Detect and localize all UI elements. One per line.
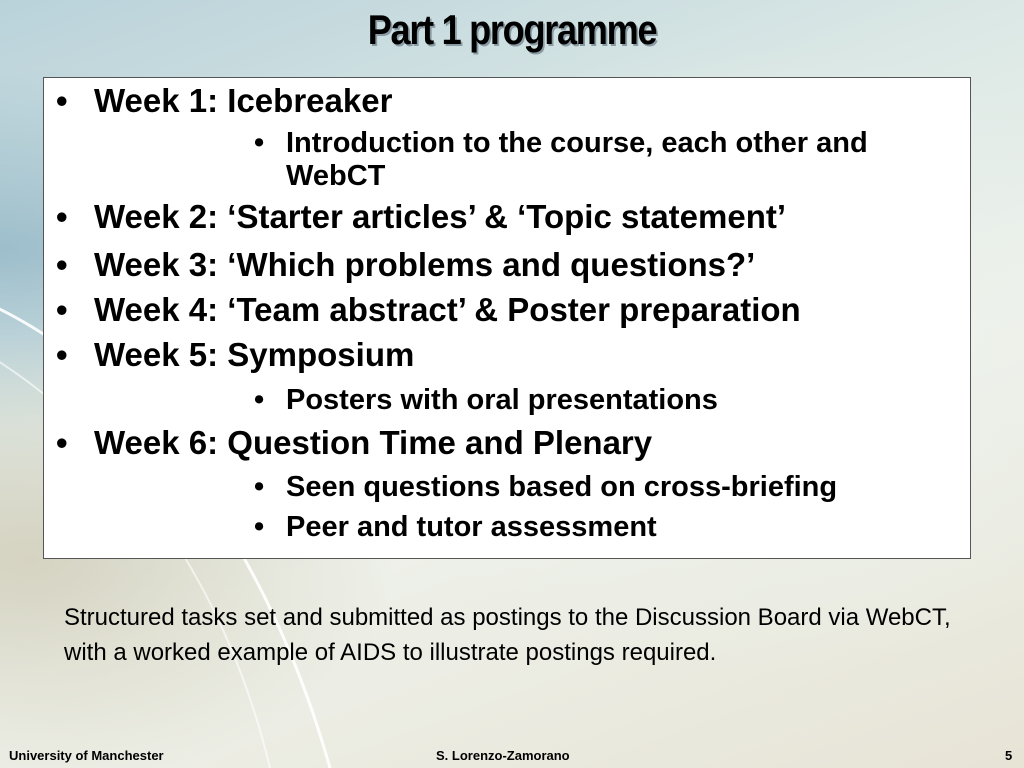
week-5-subitem bbox=[254, 384, 934, 417]
week-1-subitem bbox=[254, 127, 934, 193]
bullet: • bbox=[56, 424, 68, 461]
week-5-label: Week 5: Symposium bbox=[94, 336, 415, 373]
week-1-sub-label: Introduction to the course, each other and WebCT bbox=[286, 127, 868, 192]
week-2-label: Week 2: ‘Starter articles’ & ‘Topic statement’ bbox=[94, 198, 787, 235]
week-3-label: Week 3: ‘Which problems and questions?’ bbox=[94, 246, 756, 283]
bullet: • bbox=[56, 336, 68, 373]
bullet: • bbox=[56, 246, 68, 283]
footer-author: S. Lorenzo-Zamorano bbox=[436, 748, 570, 763]
bullet: • bbox=[254, 511, 265, 543]
week-5-sub-label: Posters with oral presentations bbox=[286, 384, 718, 416]
footer-page-number: 5 bbox=[1005, 748, 1013, 763]
week-6-label: Week 6: Question Time and Plenary bbox=[94, 424, 653, 461]
footer-institution: University of Manchester bbox=[9, 748, 164, 763]
week-6-subitem-2 bbox=[254, 511, 934, 544]
bullet: • bbox=[254, 471, 265, 503]
bullet: • bbox=[56, 291, 68, 328]
programme-box bbox=[43, 77, 971, 559]
week-6-sub-label-1: Seen questions based on cross-briefing bbox=[286, 471, 838, 503]
bullet: • bbox=[56, 198, 68, 235]
bullet: • bbox=[56, 82, 68, 119]
summary-note: Structured tasks set and submitted as postings to the Discussion Board via WebCT, with a worked example of AIDS to illustrate postings required. bbox=[64, 604, 951, 666]
week-4-label: Week 4: ‘Team abstract’ & Poster preparation bbox=[94, 291, 801, 328]
bullet: • bbox=[254, 127, 265, 159]
bullet: • bbox=[254, 384, 265, 416]
week-6-sub-label-2: Peer and tutor assessment bbox=[286, 511, 657, 543]
week-1-label: Week 1: Icebreaker bbox=[94, 82, 393, 119]
week-6-subitem-1 bbox=[254, 471, 934, 504]
slide-title: Part 1 programme bbox=[367, 6, 657, 53]
